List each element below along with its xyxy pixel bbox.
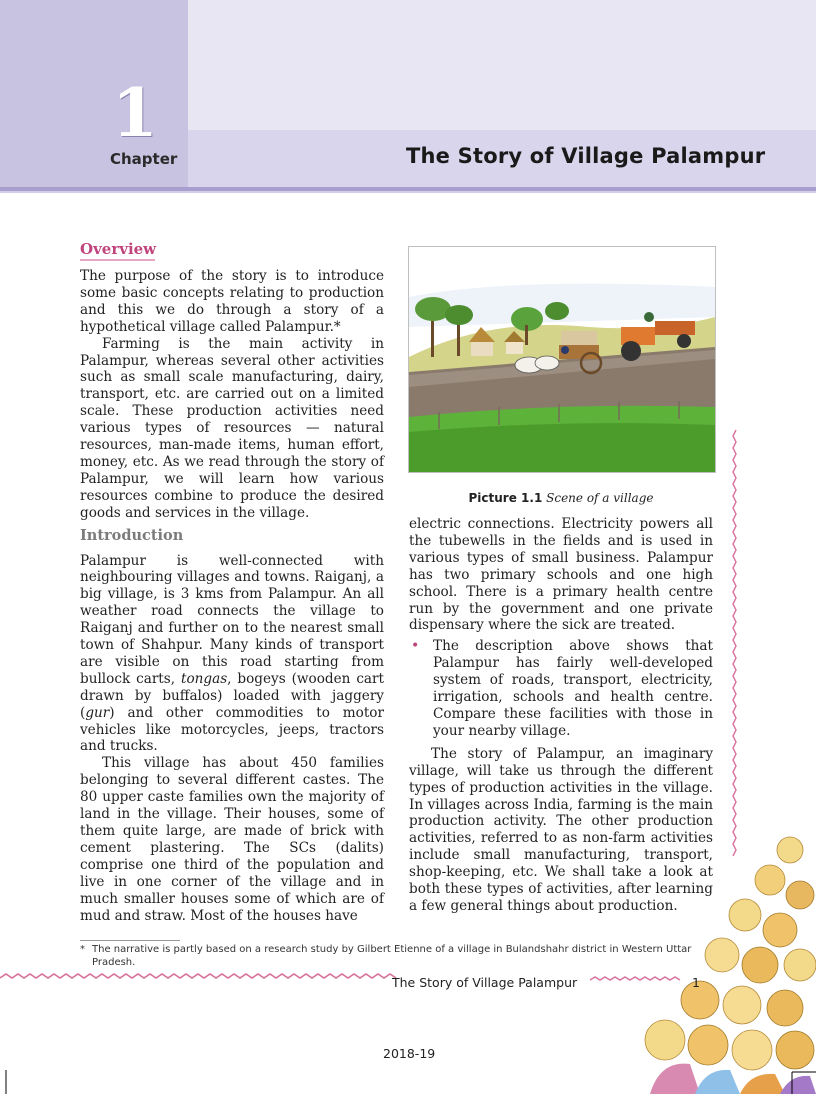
footnote-text: The narrative is partly based on a research study by Gilbert Etienne of a village in Bulandshahr district in Western Uttar Pradesh. bbox=[92, 944, 692, 968]
term-tongas: tongas bbox=[180, 670, 228, 687]
chapter-title: The Story of Village Palampur bbox=[406, 144, 766, 168]
footnote-marker: * bbox=[80, 944, 85, 955]
overview-paragraph-2: Farming is the main activity in Palampur, whereas several other activities such as small scale manufacturing, dairy, transport, etc. are carried out on a limited scale. These production activities need various types of resources — natural resources, man-made items, human effort, money, etc. As we read through the story of Palampur, we will learn how various resources combine to produce the desired goods and services in the village. bbox=[80, 335, 384, 521]
introduction-heading: Introduction bbox=[80, 526, 184, 544]
overview-heading: Overview bbox=[80, 240, 157, 258]
page-number: 1 bbox=[692, 975, 700, 990]
chapter-number: 1 bbox=[112, 74, 158, 152]
bullet-icon: • bbox=[411, 638, 420, 655]
introduction-paragraph-1: Palampur is well-connected with neighbouring villages and towns. Raiganj, a big village, is 3 kms from Palampur. An all weather road connects the village to Raiganj and further on to the nearest small town of Shahpur. Many kinds of transport are visible on this road starting from bullock carts, tongas, bogeys (wooden cart drawn by buffalos) loaded with jaggery (gur) and other commodities to motor vehicles like motorcycles, jeeps, tractors and trucks. bbox=[80, 552, 384, 755]
right-paragraph-1: electric connections. Electricity powers all the tubewells in the fields and is used in various types of small business. Palampur has two primary schools and one high school. There is a primary health centre run by the government and one private dispensary where the sick are treated. bbox=[409, 516, 713, 634]
chapter-label: Chapter bbox=[110, 150, 178, 168]
edition-year: 2018-19 bbox=[383, 1046, 436, 1061]
picture-label: Picture 1.1 bbox=[468, 491, 543, 505]
discussion-bullet: • The description above shows that Palampur has fairly well-developed system of roads, transport, electricity, irrigation, schools and health centre. Compare these facilities with those in your nearby village. bbox=[411, 638, 713, 739]
running-title: The Story of Village Palampur bbox=[392, 975, 578, 990]
term-gur: gur bbox=[85, 704, 110, 721]
picture-caption-text: Scene of a village bbox=[546, 491, 654, 505]
overview-paragraph-1: The purpose of the story is to introduce some basic concepts relating to production and this we do through a story of a hypothetical village called Palampur.* bbox=[80, 268, 384, 335]
introduction-paragraph-2: This village has about 450 families belonging to several different castes. The 80 upper caste families own the majority of land in the village. Their houses, some of them quite large, are made of brick with cement plastering. The SCs (dalits) comprise one third of the population and live in one corner of the village and in much smaller houses some of which are of mud and straw. Most of the houses have bbox=[80, 755, 384, 924]
right-paragraph-2: The story of Palampur, an imaginary village, will take us through the different types of production activities in the village. In villages across India, farming is the main production activity. The other production activities, referred to as non-farm activities include small manufacturing, transport, shop-keeping, etc. We shall take a look at both these types of activities, after learning a few general things about production. bbox=[409, 745, 713, 914]
